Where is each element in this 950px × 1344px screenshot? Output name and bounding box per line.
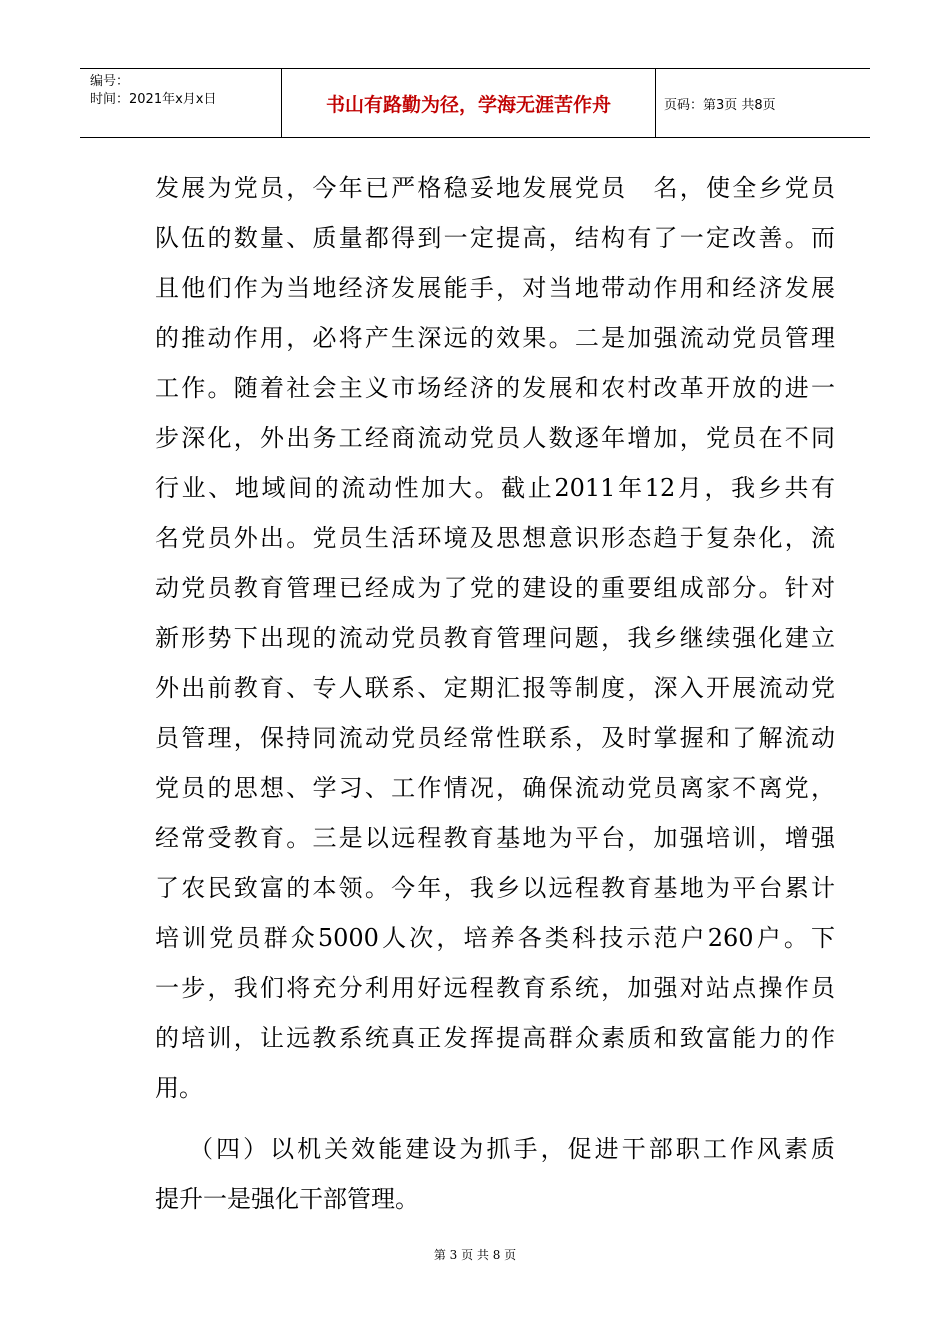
body-line-text: 步深化，外出务工经商流动党员人数逐年增加，党员在不同 <box>155 424 835 452</box>
document-header <box>80 68 870 138</box>
body-line <box>155 163 835 213</box>
document-time-label: 时间：2021年x月x日 <box>90 92 217 107</box>
page-footer <box>0 1246 950 1263</box>
section-heading-line <box>155 1174 835 1224</box>
section-heading-line <box>155 1124 835 1174</box>
body-line-text: 工作。随着社会主义市场经济的发展和农村改革开放的进一 <box>155 374 835 402</box>
body-line <box>155 563 835 613</box>
body-line-text: 经常受教育。三是以远程教育基地为平台，加强培训，增强 <box>155 824 835 852</box>
body-line-text: 且他们作为当地经济发展能手，对当地带动作用和经济发展 <box>155 274 835 302</box>
body-line-text: 党员的思想、学习、工作情况，确保流动党员离家不离党， <box>155 774 835 802</box>
body-line-text: 员管理，保持同流动党员经常性联系，及时掌握和了解流动 <box>155 724 835 752</box>
section-heading-text: （四）以机关效能建设为抓手，促进干部职工作风素质 <box>189 1135 835 1163</box>
body-line-text: 队伍的数量、质量都得到一定提高，结构有了一定改善。而 <box>155 224 835 252</box>
body-line <box>155 863 835 913</box>
body-line-text: 了农民致富的本领。今年，我乡以远程教育基地为平台累计 <box>155 874 835 902</box>
body-line-text: 一步，我们将充分利用好远程教育系统，加强对站点操作员 <box>155 974 835 1002</box>
body-line <box>155 713 835 763</box>
body-line-text: 的推动作用，必将产生深远的效果。二是加强流动党员管理 <box>155 324 835 352</box>
body-line <box>155 363 835 413</box>
body-line <box>155 1013 835 1063</box>
body-line <box>155 313 835 363</box>
body-line-text: 名党员外出。党员生活环境及思想意识形态趋于复杂化，流 <box>155 524 835 552</box>
body-line <box>155 513 835 563</box>
body-line <box>155 463 835 513</box>
document-number-label: 编号： <box>90 74 130 89</box>
body-line-text: 用。 <box>155 1074 203 1102</box>
body-line <box>155 913 835 963</box>
header-motto: 书山有路勤为径，学海无涯苦作舟 <box>282 69 656 137</box>
body-line <box>155 1063 835 1113</box>
body-line-text: 培训党员群众5000人次，培养各类科技示范户260户。下 <box>155 924 835 952</box>
body-line <box>155 413 835 463</box>
header-meta <box>80 69 282 137</box>
body-line <box>155 213 835 263</box>
body-line-text: 的培训，让远教系统真正发挥提高群众素质和致富能力的作 <box>155 1024 835 1052</box>
body-line <box>155 763 835 813</box>
body-line <box>155 813 835 863</box>
document-body <box>155 163 835 1224</box>
body-line-text: 新形势下出现的流动党员教育管理问题，我乡继续强化建立 <box>155 624 835 652</box>
section-heading-text: 提升一是强化干部管理。 <box>155 1185 419 1213</box>
body-line <box>155 663 835 713</box>
body-line-text: 动党员教育管理已经成为了党的建设的重要组成部分。针对 <box>155 574 835 602</box>
body-line <box>155 613 835 663</box>
body-line-text: 发展为党员，今年已严格稳妥地发展党员 名，使全乡党员 <box>155 174 835 202</box>
body-line <box>155 963 835 1013</box>
body-line <box>155 263 835 313</box>
body-line-text: 行业、地域间的流动性加大。截止2011年12月，我乡共有 <box>155 474 835 502</box>
header-page-info: 页码：第3页 共8页 <box>664 97 776 113</box>
body-line-text: 外出前教育、专人联系、定期汇报等制度，深入开展流动党 <box>155 674 835 702</box>
footer-page-number: 第 3 页 共 8 页 <box>433 1248 517 1262</box>
